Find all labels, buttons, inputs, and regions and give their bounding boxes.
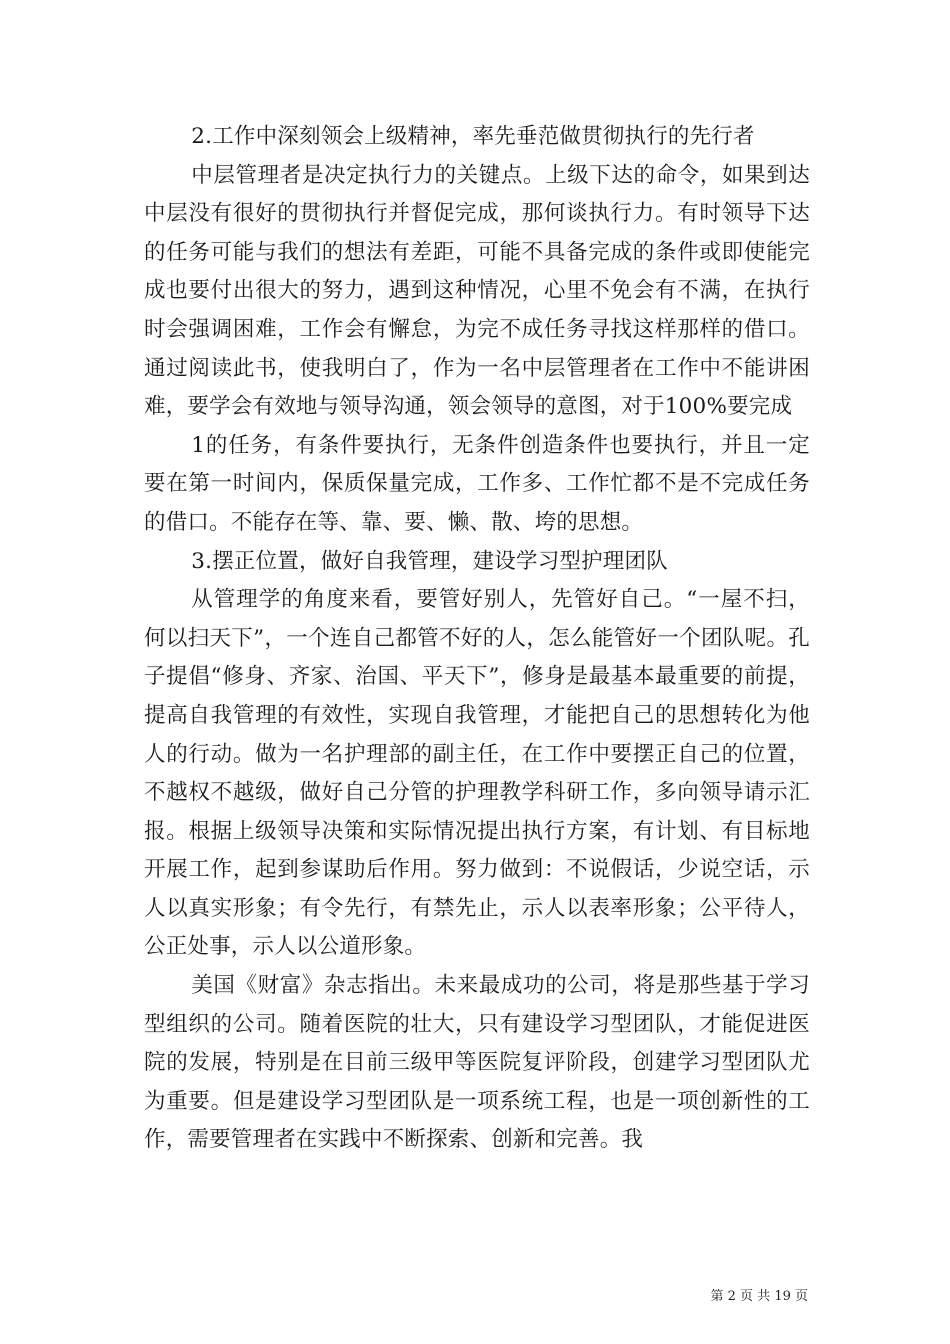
- document-body: [144, 118, 810, 1160]
- heading-point-2: 2.工作中深刻领会上级精神，率先垂范做贯彻执行的先行者: [191, 124, 755, 149]
- page-number-footer: 第 2 页 共 19 页: [710, 1289, 808, 1304]
- heading-point-3: 3.摆正位置，做好自我管理，建设学习型护理团队: [191, 548, 668, 574]
- paragraph-learning-team: 美国《财富》杂志指出。未来最成功的公司，将是那些基于学习型组织的公司。随着医院的壮大，只有建设学习型团队，才能促进医院的发展，特别是在目前三级甲等医院复评阶段，创建学习型团队尤为重要。但是建设学习型团队是一项系统工程，也是一项创新性的工作，需要管理者在实践中不断探索、创新和完善。我: [144, 973, 810, 1153]
- paragraph-self-management: 从管理学的角度来看，要管好别人，先管好自己。“一屋不扫，何以扫天下”，一个连自己都管不好的人，怎么能管好一个团队呢。孔子提倡“修身、齐家、治国、平天下”，修身是最基本最重要的前提，提高自我管理的有效性，实现自我管理，才能把自己的思想转化为他人的行动。做为一名护理部的副主任，在工作中要摆正自己的位置，不越权不越级，做好自己分管的护理教学科研工作，多向领导请示汇报。根据上级领导决策和实际情况提出执行方案，有计划、有目标地开展工作，起到参谋助后作用。努力做到：不说假话，少说空话，示人以真实形象；有令先行，有禁先止，示人以表率形象；公平待人，公正处事，示人以公道形象。: [144, 587, 810, 960]
- paragraph-execution: 中层管理者是决定执行力的关键点。上级下达的命令，如果到达中层没有很好的贯彻执行并督促完成，那何谈执行力。有时领导下达的任务可能与我们的想法有差距，可能不具备完成的条件或即使能完成也要付出很大的努力，遇到这种情况，心里不免会有不满，在执行时会强调困难，工作会有懈怠，为完不成任务寻找这样那样的借口。通过阅读此书，使我明白了，作为一名中层管理者在工作中不能讲困难，要学会有效地与领导沟通，领会领导的意图，对于100%要完成: [144, 162, 810, 420]
- paragraph-task-completion: 1的任务，有条件要执行，无条件创造条件也要执行，并且一定要在第一时间内，保质保量完成，工作多、工作忙都不是不完成任务的借口。不能存在等、靠、要、懒、散、垮的思想。: [144, 432, 810, 535]
